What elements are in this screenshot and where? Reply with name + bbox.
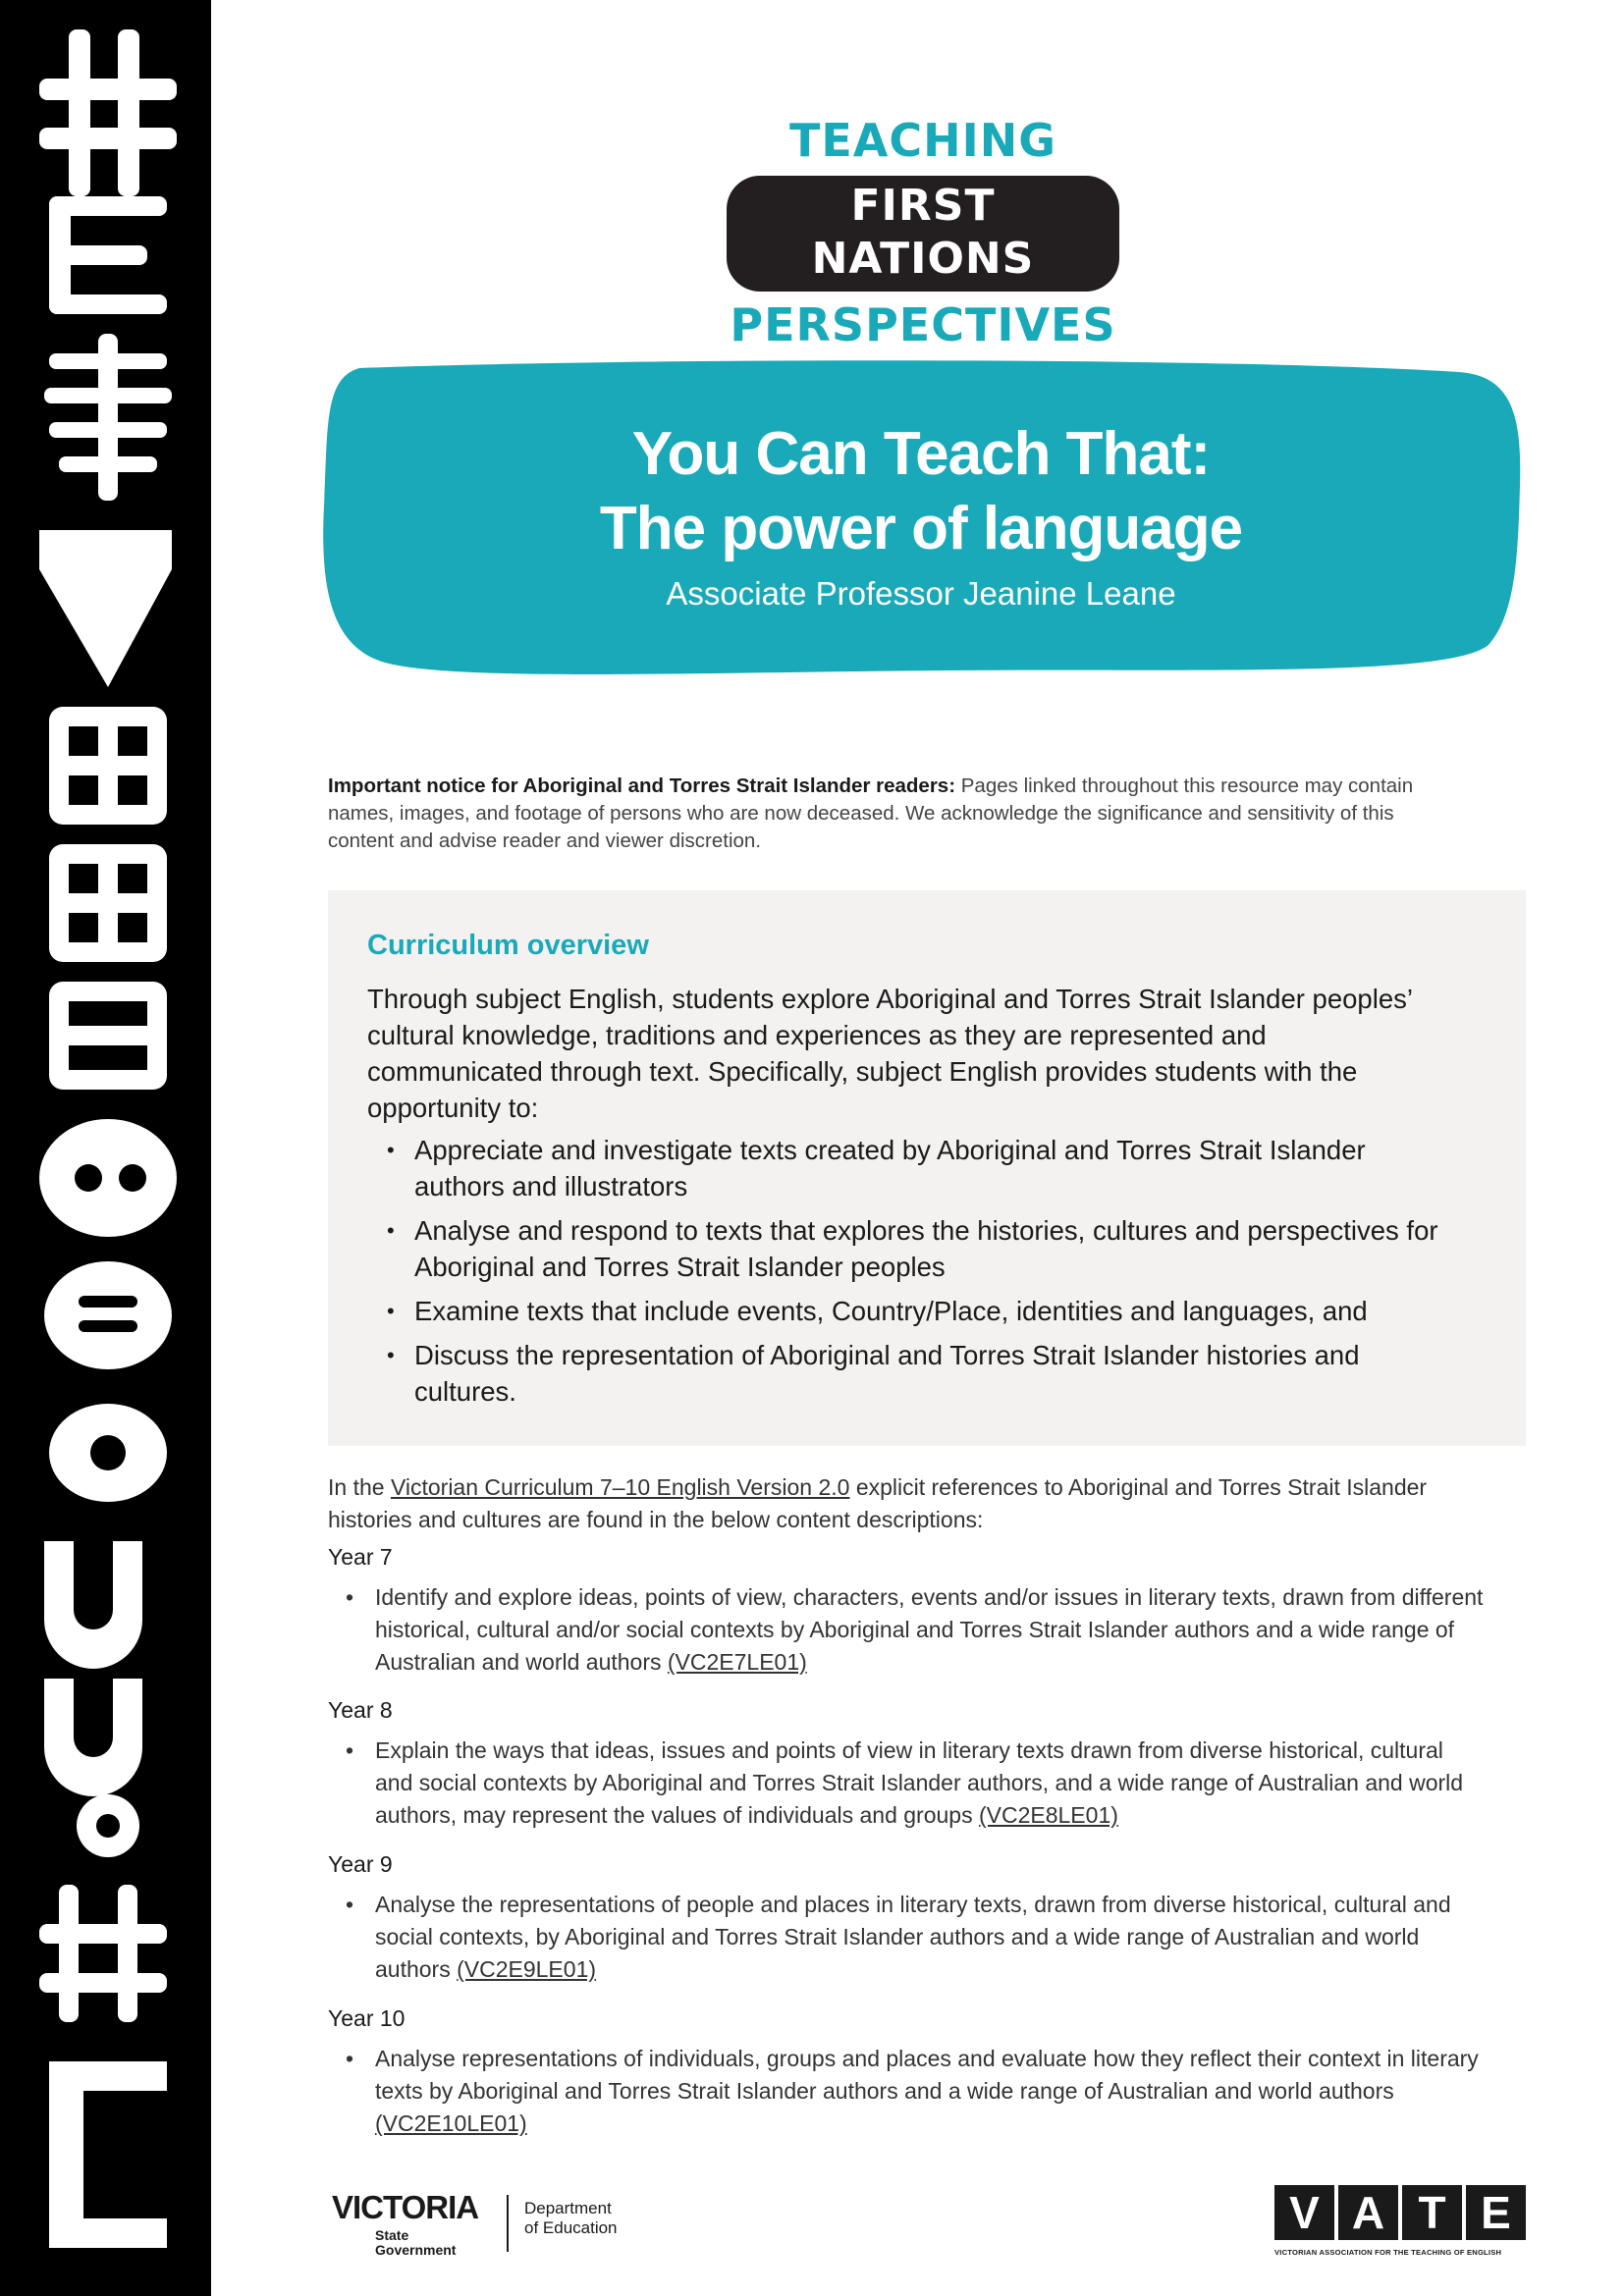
- year-10-block: [328, 2002, 1506, 2140]
- year-7-block: [328, 1540, 1506, 1679]
- year-9-block: [328, 1847, 1506, 1986]
- title-text-block: [320, 417, 1522, 617]
- overview-bullet-list: [367, 1132, 1487, 1410]
- year-description: [328, 1735, 1487, 1832]
- overview-heading: Curriculum overview: [367, 930, 649, 961]
- year-label: Year 8: [328, 1697, 393, 1723]
- logo-divider: [507, 2195, 509, 2252]
- notice-body: Pages linked throughout this resource may contain names, images, and footage of persons who are now deceased. We acknowledge the significance and sensitivity of this content and advise reader and viewer discretion.: [328, 774, 1414, 852]
- year-description-text: Explain the ways that ideas, issues and points of view in literary texts drawn from diverse historical, cultural and social contexts by Aboriginal and Torres Strait Islander authors, and a wide range of Australian and world authors, may represent the values of individuals and groups: [375, 1737, 1464, 1828]
- year-label: Year 10: [328, 2005, 406, 2031]
- year-8-block: [328, 1693, 1506, 1832]
- year-description-text: Identify and explore ideas, points of view, characters, events and/or issues in literary texts, drawn from different historical, cultural and/or social contexts by Aboriginal and Torres Strait Islander authors and a wide range of Australian and world authors: [375, 1584, 1484, 1675]
- curriculum-overview-box: [328, 890, 1526, 1446]
- victoria-sub-line-1: State: [375, 2227, 409, 2243]
- victoria-subtitle: [375, 2228, 456, 2258]
- logo-line-first-nations: FIRST NATIONS: [727, 176, 1119, 292]
- title-banner: [320, 358, 1522, 682]
- vate-letter: T: [1402, 2185, 1462, 2240]
- department-line-1: Department: [524, 2199, 612, 2217]
- victoria-wordmark: VICTORIA: [332, 2189, 479, 2225]
- victorian-curriculum-link[interactable]: Victorian Curriculum 7–10 English Version 2.0: [390, 1474, 850, 1500]
- victoria-sub-line-2: Government: [375, 2242, 457, 2258]
- overview-paragraph: Through subject English, students explore Aboriginal and Torres Strait Islander peoples’ cultural knowledge, traditions and experiences as they are represented and communicated through text. Specifically, subject English provides students with the opportunity to:: [367, 984, 1412, 1123]
- overview-bullet: • Examine texts that include events, Country/Place, identities and languages, and: [367, 1293, 1457, 1329]
- year-label: Year 9: [328, 1851, 393, 1877]
- department-line-2: of Education: [524, 2218, 618, 2237]
- intro-before: In the: [328, 1474, 391, 1500]
- vate-letters: [1274, 2185, 1528, 2240]
- logo-line-teaching: TEACHING: [788, 114, 1057, 167]
- title-line-2: The power of language: [599, 495, 1243, 562]
- decorative-side-artwork: [0, 0, 211, 2296]
- content-code-link[interactable]: (VC2E7LE01): [667, 1649, 807, 1675]
- overview-bullet: • Analyse and respond to texts that explores the histories, cultures and perspectives for Aboriginal and Torres Strait Islander peoples: [367, 1212, 1457, 1285]
- year-description-text: Analyse the representations of people and places in literary texts, drawn from diverse historical, cultural and social contexts, by Aboriginal and Torres Strait Islander authors and a wide range of Australian and world authors: [375, 1892, 1451, 1982]
- year-description: [328, 1581, 1487, 1679]
- logo-line-perspectives: PERSPECTIVES: [730, 298, 1116, 351]
- overview-bullet: • Discuss the representation of Aboriginal and Torres Strait Islander histories and cultures.: [367, 1337, 1457, 1410]
- title-line-1: You Can Teach That:: [631, 420, 1211, 488]
- intro-after: explicit references to Aboriginal and Torres Strait Islander histories and cultures are found in the below content descriptions:: [328, 1474, 1428, 1532]
- notice-heading: Important notice for Aboriginal and Torres Strait Islander readers:: [328, 774, 956, 797]
- year-description: [328, 2043, 1487, 2140]
- important-notice: [328, 773, 1437, 855]
- teaching-first-nations-logo: [727, 113, 1119, 351]
- year-description-text: Analyse representations of individuals, groups and places and evaluate how they reflect their context in literary texts by Aboriginal and Torres Strait Islander authors and a wide range of Australian and world authors: [375, 2046, 1479, 2104]
- content-code-link[interactable]: (VC2E10LE01): [375, 2110, 527, 2136]
- vate-letter: A: [1338, 2185, 1398, 2240]
- content-code-link[interactable]: (VC2E9LE01): [457, 1956, 597, 1982]
- vate-letter: V: [1274, 2185, 1334, 2240]
- year-label: Year 7: [328, 1544, 393, 1570]
- vate-logo: [1274, 2185, 1528, 2273]
- year-description: [328, 1889, 1487, 1986]
- overview-bullet: • Appreciate and investigate texts created by Aboriginal and Torres Strait Islander authors and illustrators: [367, 1132, 1457, 1204]
- decorative-pattern: [0, 0, 211, 2296]
- victoria-government-logo: [332, 2189, 646, 2258]
- vate-letter: E: [1466, 2185, 1526, 2240]
- content-code-link[interactable]: (VC2E8LE01): [978, 1802, 1118, 1828]
- curriculum-intro: [328, 1471, 1506, 1536]
- vate-subtitle: VICTORIAN ASSOCIATION FOR THE TEACHING OF ENGLISH: [1274, 2248, 1502, 2257]
- department-name: [524, 2199, 618, 2238]
- author-name: Associate Professor Jeanine Leane: [666, 575, 1176, 612]
